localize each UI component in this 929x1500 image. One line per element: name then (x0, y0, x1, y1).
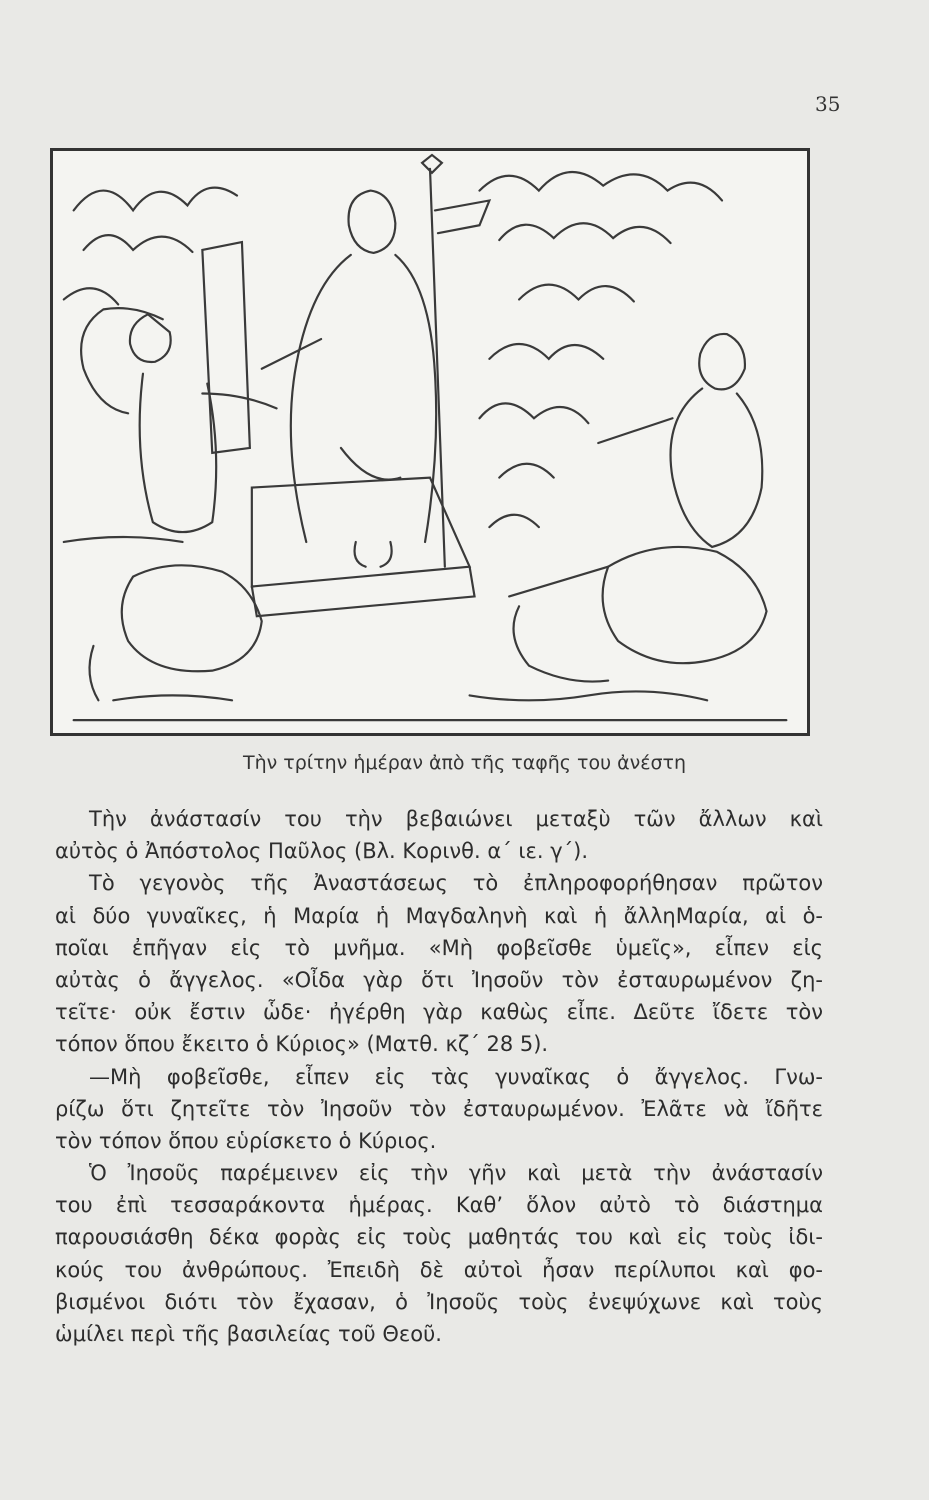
text-line: ποῖαι ἐπῆγαν εἰς τὸ μνῆμα. «Μὴ φοβεῖσθε ὑμεῖς», εἶπεν εἰς (55, 935, 823, 960)
text-line: αὐτὸς ὁ Ἀπόστολος Παῦλος (Βλ. Κορινθ. α΄ ιε. γ΄). (55, 839, 588, 864)
text-line: τὸν τόπον ὅπου εὑρίσκετο ὁ Κύριος. (55, 1128, 437, 1153)
resurrection-engraving (53, 151, 807, 733)
paragraph-4 (55, 1157, 823, 1350)
paragraph-1 (55, 803, 823, 867)
text-line: κούς του ἀνθρώπους. Ἐπειδὴ δὲ αὐτοὶ ἦσαν περίλυποι καὶ φο- (55, 1257, 823, 1282)
paragraph-2 (55, 867, 823, 1060)
resurrection-illustration (50, 148, 810, 736)
text-line: ρίζω ὅτι ζητεῖτε τὸν Ἰησοῦν τὸν ἐσταυρωμένον. Ἐλᾶτε νὰ ἴδῆτε (55, 1096, 823, 1121)
text-line: βισμένοι διότι τὸν ἔχασαν, ὁ Ἰησοῦς τοὺς ἐνεψύχωνε καὶ τοὺς (55, 1289, 823, 1314)
illustration-caption: Τὴν τρίτην ἡμέραν ἀπὸ τῆς ταφῆς του ἀνέστη (242, 752, 687, 774)
text-line: Ὁ Ἰησοῦς παρέμεινεν εἰς τὴν γῆν καὶ μετὰ τὴν ἀνάστασίν (89, 1161, 823, 1186)
text-line: αἱ δύο γυναῖκες, ἡ Μαρία ἡ Μαγδαληνὴ καὶ ἡ ἄλληΜαρία, αἱ ὁ- (55, 903, 823, 928)
text-line: αὐτὰς ὁ ἄγγελος. «Οἶδα γὰρ ὅτι Ἰησοῦν τὸν ἐσταυρωμένον ζη- (55, 967, 823, 992)
text-line: ὡμίλει περὶ τῆς βασιλείας τοῦ Θεοῦ. (55, 1322, 442, 1346)
text-line: τόπον ὅπου ἔκειτο ὁ Κύριος» (Ματθ. κζ΄ 28 5). (55, 1032, 549, 1057)
text-line: του ἐπὶ τεσσαράκοντα ἡμέρας. Καθ’ ὅλον αὐτὸ τὸ διάστημα (55, 1193, 823, 1218)
paragraph-3 (55, 1061, 823, 1158)
body-text (55, 803, 823, 1350)
text-line: Τὴν ἀνάστασίν του τὴν βεβαιώνει μεταξὺ τῶν ἄλλων καὶ (89, 807, 823, 831)
text-line: τεῖτε· οὐκ ἔστιν ὧδε· ἠγέρθη γὰρ καθὼς εἶπε. Δεῦτε ἴδετε τὸν (55, 1000, 823, 1025)
text-line: παρουσιάσθη δέκα φορὰς εἰς τοὺς μαθητάς του καὶ εἰς τοὺς ἰδι- (55, 1225, 823, 1250)
page-number: 35 (815, 92, 841, 116)
text-line: —Μὴ φοβεῖσθε, εἶπεν εἰς τὰς γυναῖκας ὁ ἄγγελος. Γνω- (89, 1064, 823, 1089)
text-line: Τὸ γεγονὸς τῆς Ἀναστάσεως τὸ ἐπληροφορήθησαν πρῶτον (89, 871, 823, 896)
